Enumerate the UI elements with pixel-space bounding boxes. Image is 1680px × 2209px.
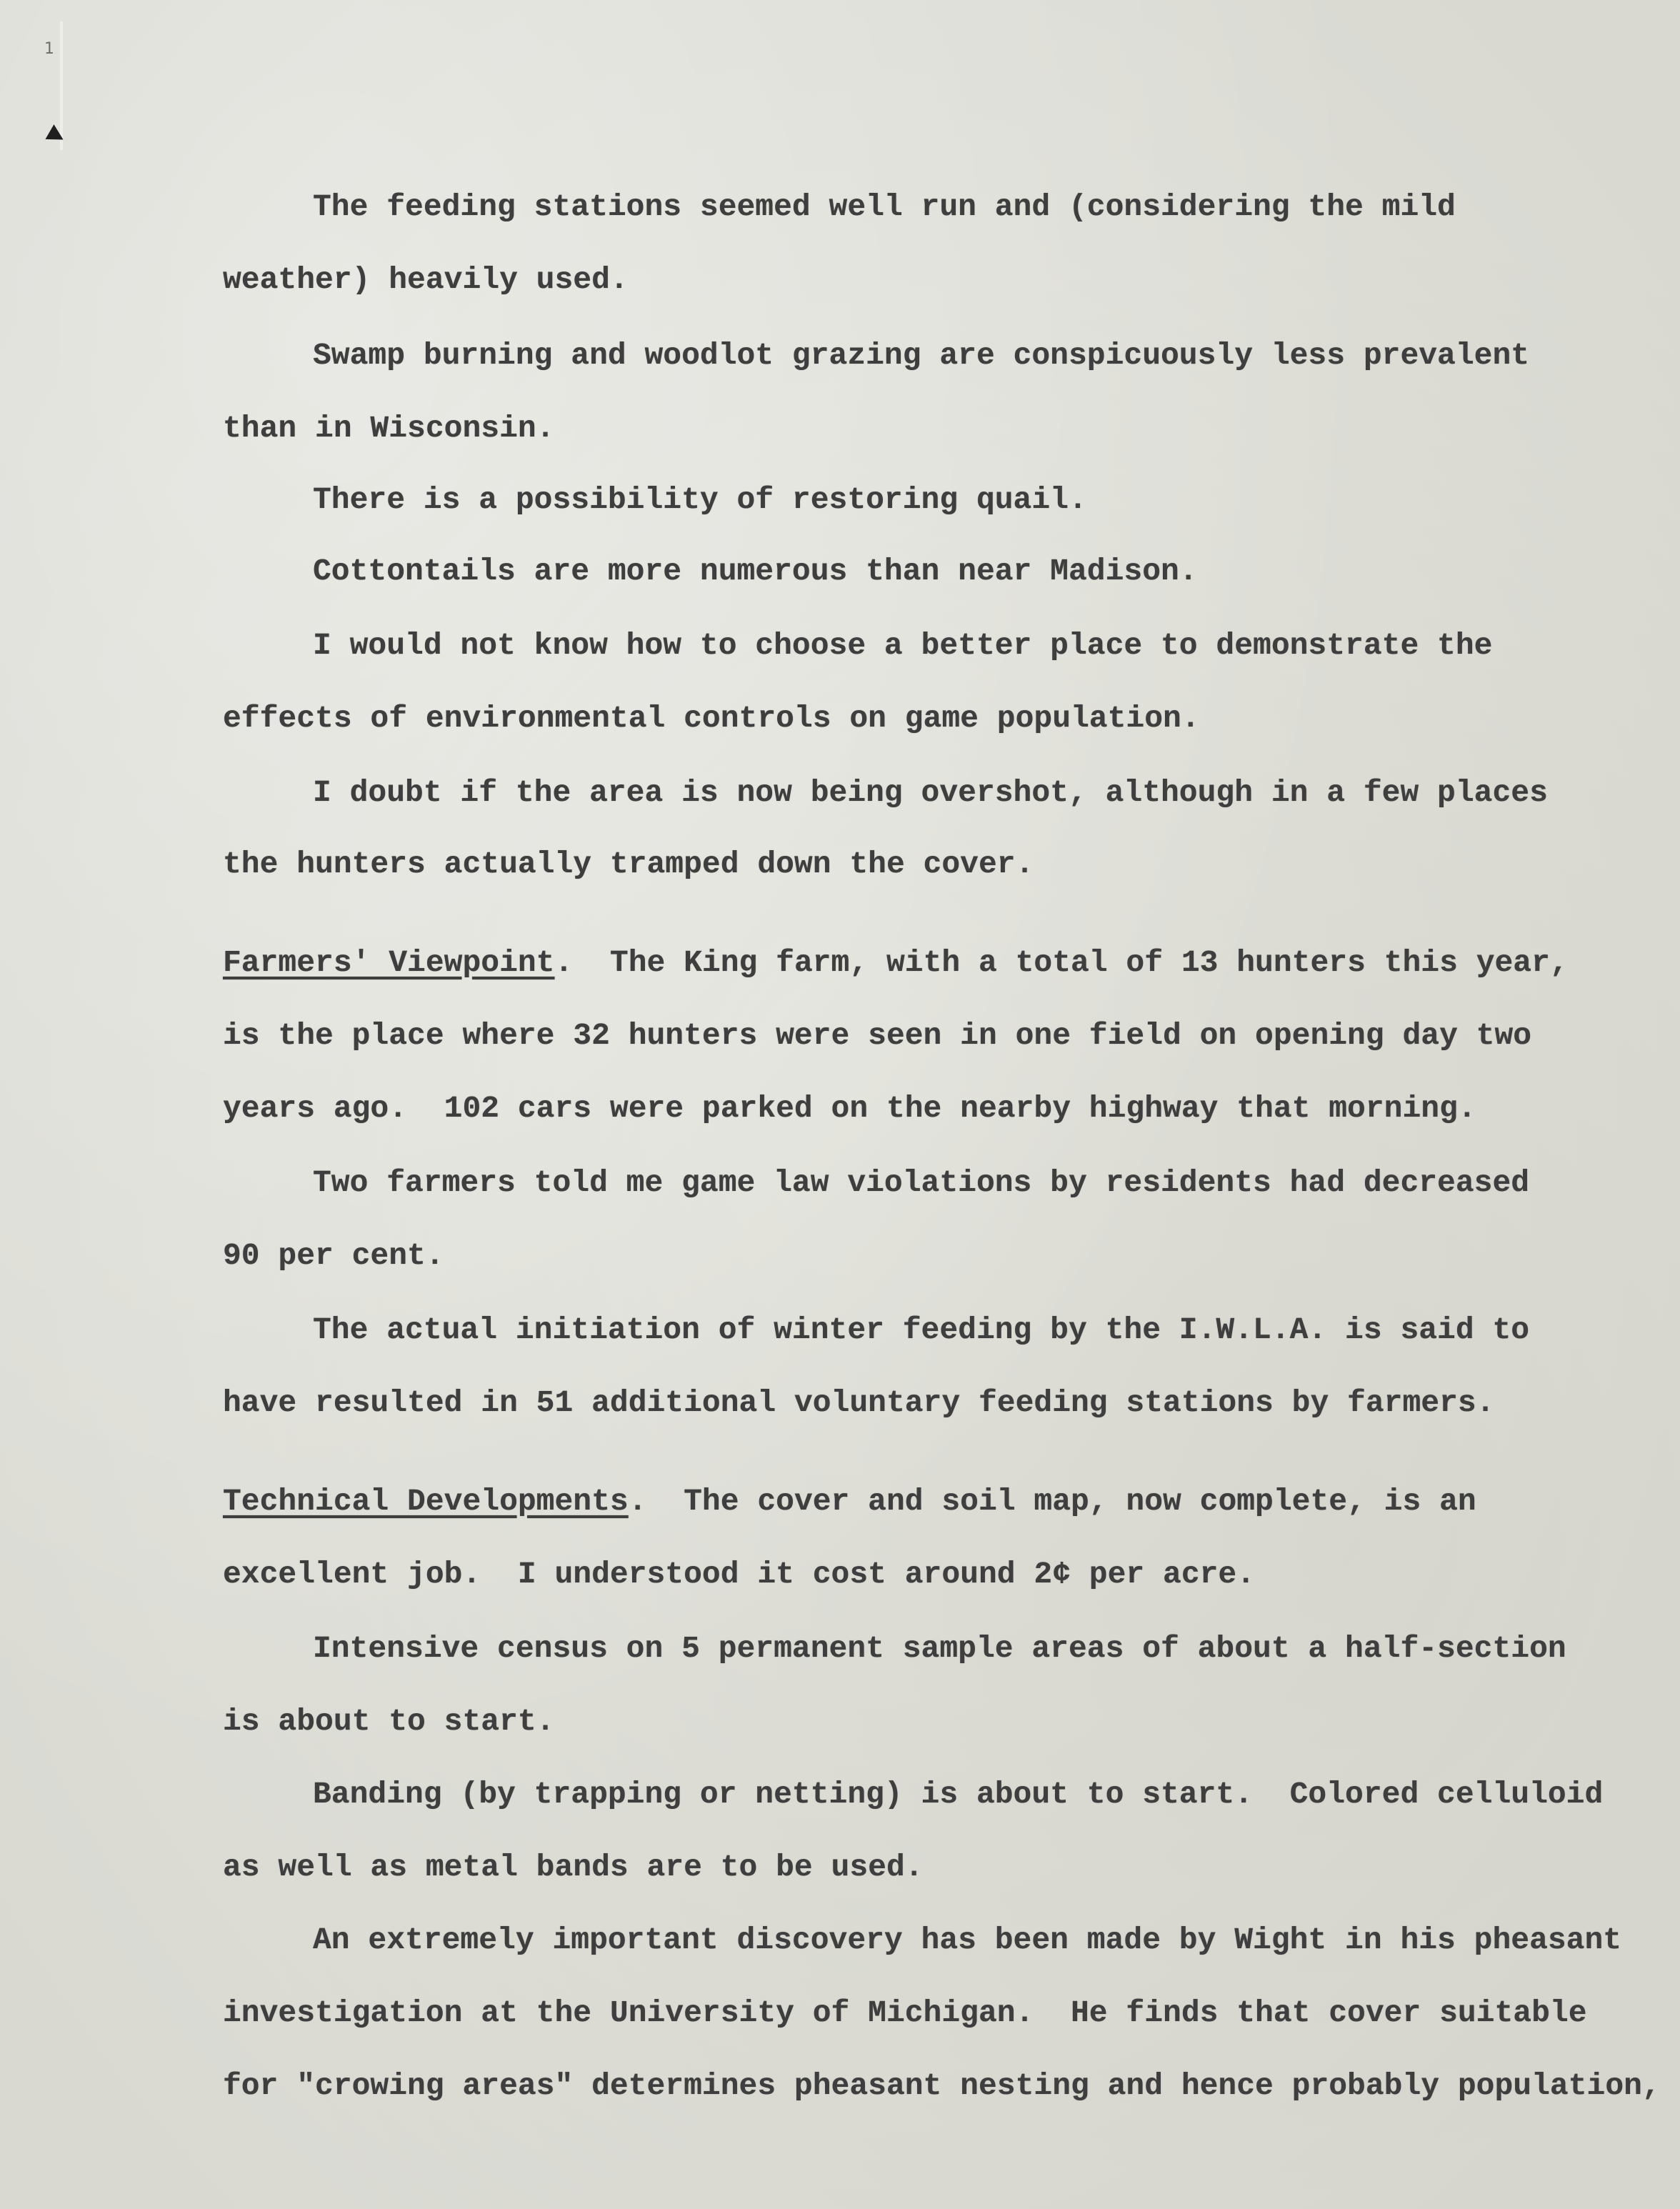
text-line xyxy=(223,1387,1495,1418)
line-text: The feeding stations seemed well run and (considering the mild xyxy=(313,189,1456,224)
text-line xyxy=(313,340,1529,371)
line-text: There is a possibility of restoring quail. xyxy=(313,482,1087,517)
line-text: have resulted in 51 additional voluntary feeding stations by farmers. xyxy=(223,1385,1495,1420)
text-line xyxy=(223,413,554,444)
line-text: Cottontails are more numerous than near Madison. xyxy=(313,554,1198,589)
line-text: than in Wisconsin. xyxy=(223,411,555,446)
text-line xyxy=(223,1486,1476,1517)
text-line xyxy=(223,1020,1531,1051)
line-text: the hunters actually tramped down the cover. xyxy=(223,847,1034,882)
line-text: . The King farm, with a total of 13 hunters this year, xyxy=(554,945,1569,980)
text-line xyxy=(223,847,1034,882)
text-line xyxy=(223,1706,554,1737)
section-heading: Technical Developments xyxy=(223,1484,629,1519)
text-line xyxy=(223,2070,1661,2101)
line-text: I doubt if the area is now being overshot, although in a few places xyxy=(313,775,1548,810)
line-text: as well as metal bands are to be used. xyxy=(223,1850,924,1885)
line-text: Intensive census on 5 permanent sample areas of about a half-section xyxy=(313,1631,1566,1666)
text-line xyxy=(313,777,1548,808)
margin-mark: 1 xyxy=(44,40,54,58)
text-line xyxy=(223,1093,1476,1124)
text-line xyxy=(223,1995,1587,2030)
line-text: excellent job. I understood it cost around 2¢ per acre. xyxy=(223,1557,1256,1592)
text-line xyxy=(223,1559,1255,1590)
text-line xyxy=(313,191,1456,222)
line-text: weather) heavily used. xyxy=(223,262,629,297)
line-text: years ago. 102 cars were parked on the nearby highway that morning. xyxy=(223,1091,1476,1126)
margin-arrow-icon xyxy=(45,124,67,147)
section-heading: Farmers' Viewpoint xyxy=(223,945,555,980)
text-line xyxy=(313,556,1198,587)
text-line xyxy=(313,630,1492,661)
line-text: for "crowing areas" determines pheasant nesting and hence probably population, xyxy=(223,2068,1661,2103)
line-text: 90 per cent. xyxy=(223,1238,444,1273)
line-text: An extremely important discovery has been made by Wight in his pheasant xyxy=(313,1923,1622,1958)
text-line xyxy=(313,1633,1566,1664)
text-line xyxy=(313,1167,1529,1198)
line-text: Banding (by trapping or netting) is about to start. Colored celluloid xyxy=(313,1777,1604,1812)
line-text: . The cover and soil map, now complete, is an xyxy=(628,1484,1476,1519)
text-line xyxy=(313,1923,1622,1958)
line-text: Swamp burning and woodlot grazing are conspicuously less prevalent xyxy=(313,338,1530,373)
text-line xyxy=(313,1312,1530,1347)
text-line xyxy=(313,1779,1603,1810)
line-text: is the place where 32 hunters were seen in one field on opening day two xyxy=(223,1018,1532,1053)
line-text: The actual initiation of winter feeding by the I.W.L.A. is said to xyxy=(313,1312,1530,1347)
line-text: investigation at the University of Michigan. He finds that cover suitable xyxy=(223,1995,1587,2030)
line-text: effects of environmental controls on game population. xyxy=(223,701,1200,736)
text-line xyxy=(223,947,1569,978)
text-line xyxy=(223,1852,924,1883)
text-line xyxy=(223,703,1200,734)
text-line xyxy=(223,1240,444,1271)
line-text: Two farmers told me game law violations by residents had decreased xyxy=(313,1165,1530,1200)
line-text: I would not know how to choose a better place to demonstrate the xyxy=(313,628,1493,663)
text-line xyxy=(313,484,1087,515)
line-text: is about to start. xyxy=(223,1704,555,1739)
text-line xyxy=(223,264,629,295)
